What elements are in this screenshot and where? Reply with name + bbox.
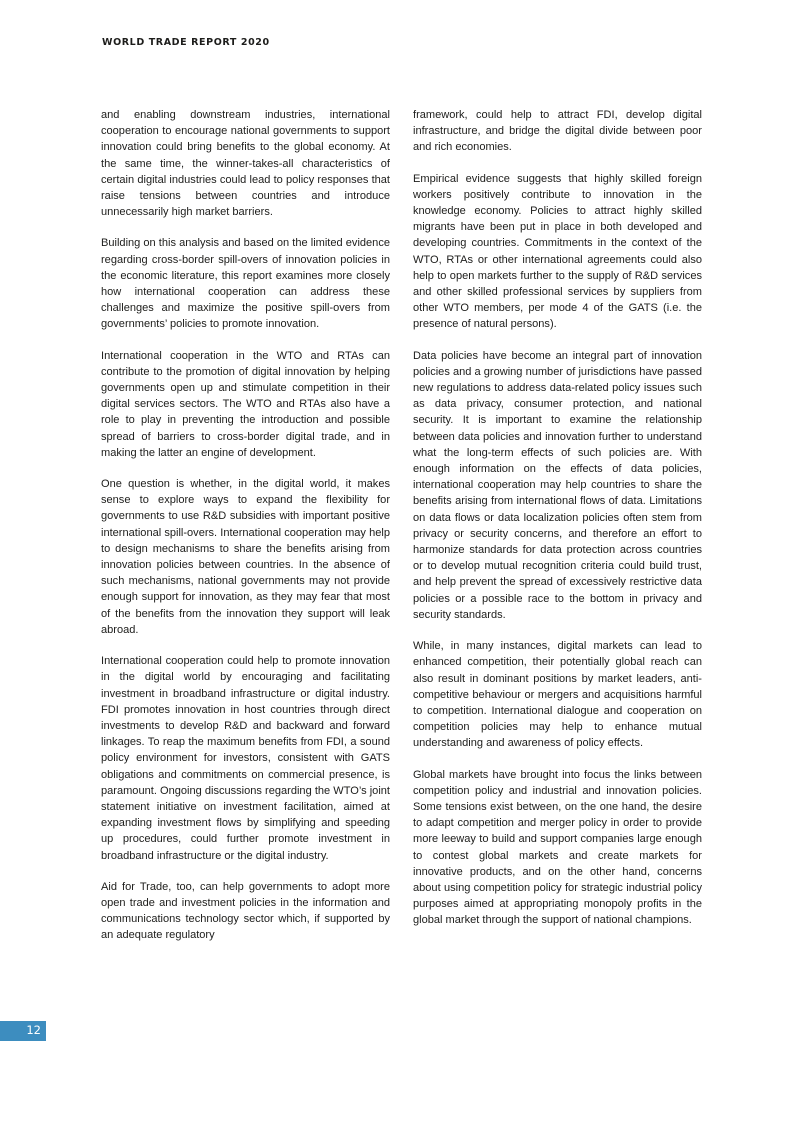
running-header: WORLD TRADE REPORT 2020 (102, 37, 270, 48)
left-column (101, 107, 390, 959)
right-column (413, 107, 702, 944)
paragraph: While, in many instances, digital markets can lead to enhanced competition, their potentially global reach can also result in dominant positions by market leaders, anti-competitive behaviour or mergers and acquisitions harmful to competition. International dialogue and cooperation on competition policies may help to enhance mutual understanding and awareness of policy effects. (413, 640, 702, 750)
paragraph: framework, could help to attract FDI, develop digital infrastructure, and bridge the digital divide between poor and rich economies. (413, 109, 702, 154)
page-number: 12 (26, 1023, 41, 1037)
paragraph: Data policies have become an integral part of innovation policies and a growing number of jurisdictions have passed new regulations to address data-related policy issues such as data privacy, consumer protection, and national security. It is important to examine the relationship between data policies and innovation further to understand what the long-term effects of such policies are. With enough information on the effects of data policies, international cooperation may help countries to share the benefits arising from international flows of data. Limitations on data flows or data localization policies often stem from privacy or security concerns, and therefore an effort to harmonize standards for data protection across countries or to develop mutual recognition criteria could build trust, and help prevent the spread of excessively restrictive data policies or a possible race to the bottom in privacy and security standards. (413, 349, 702, 621)
paragraph: One question is whether, in the digital world, it makes sense to explore ways to expand the flexibility for governments to use R&D subsidies with important positive international spill-overs. International cooperation may help to design mechanisms to share the benefits arising from innovation policies between countries. In the absence of such mechanisms, national governments may not provide enough support for innovation, as they may fear that most of the benefits from the innovation they support will leak abroad. (101, 478, 390, 636)
paragraph: International cooperation could help to promote innovation in the digital world by encouraging and facilitating investment in broadband infrastructure or digital industry. FDI promotes innovation in host countries through direct investments to develop R&D and backward and forward linkages. To reap the maximum benefits from FDI, a sound policy environment for investors, consistent with GATS obligations and commitments on commercial presence, is paramount. Ongoing discussions regarding the WTO’s joint statement initiative on investment facilitation, aimed at expanding investment flows by simplifying and speeding up procedures, could further promote investment in broadband infrastructure or the digital industry. (101, 655, 390, 862)
paragraph: Aid for Trade, too, can help governments to adopt more open trade and investment policies in the information and communications technology sector which, if supported by an adequate regulatory (101, 880, 390, 942)
paragraph: and enabling downstream industries, international cooperation to encourage national governments to support innovation could bring benefits to the global economy. At the same time, the winner-takes-all characteristics of certain digital industries could lead to policy responses that raise tensions between countries and introduce unnecessarily high market barriers. (101, 109, 390, 219)
paragraph: Global markets have brought into focus the links between competition policy and industrial and innovation policies. Some tensions exist between, on the one hand, the desire to adapt competition and merger policy in order to provide more leeway to build and support companies large enough to contest global markets and create markets for innovative products, and on the other hand, concerns about using competition policy for strategic industrial policy purposes aimed at appropriating monopoly profits in the global market through the support of national champions. (413, 768, 702, 927)
paragraph: Empirical evidence suggests that highly skilled foreign workers positively contribute to innovation in the knowledge economy. Policies to attract highly skilled migrants have been put in place in both developed and developing countries. Commitments in the context of the WTO, RTAs or other international agreements could also help to open markets further to the supply of R&D services and other skilled professional services by suppliers from other WTO members, per mode 4 of the GATS (i.e. the presence of natural persons). (413, 172, 702, 331)
page-number-tab (0, 1021, 46, 1041)
paragraph: International cooperation in the WTO and RTAs can contribute to the promotion of digital innovation by helping governments open up and stimulate competition in their digital services sectors. The WTO and RTAs also have a role to play in preventing the introduction and possible spread of barriers to cross-border digital trade, and in making the latter an engine of development. (101, 349, 390, 459)
paragraph: Building on this analysis and based on the limited evidence regarding cross-border spill-overs of innovation policies in the economic literature, this report examines more closely how international cooperation can address these challenges and maximize the positive spill-overs from governments’ policies to promote innovation. (101, 237, 390, 331)
